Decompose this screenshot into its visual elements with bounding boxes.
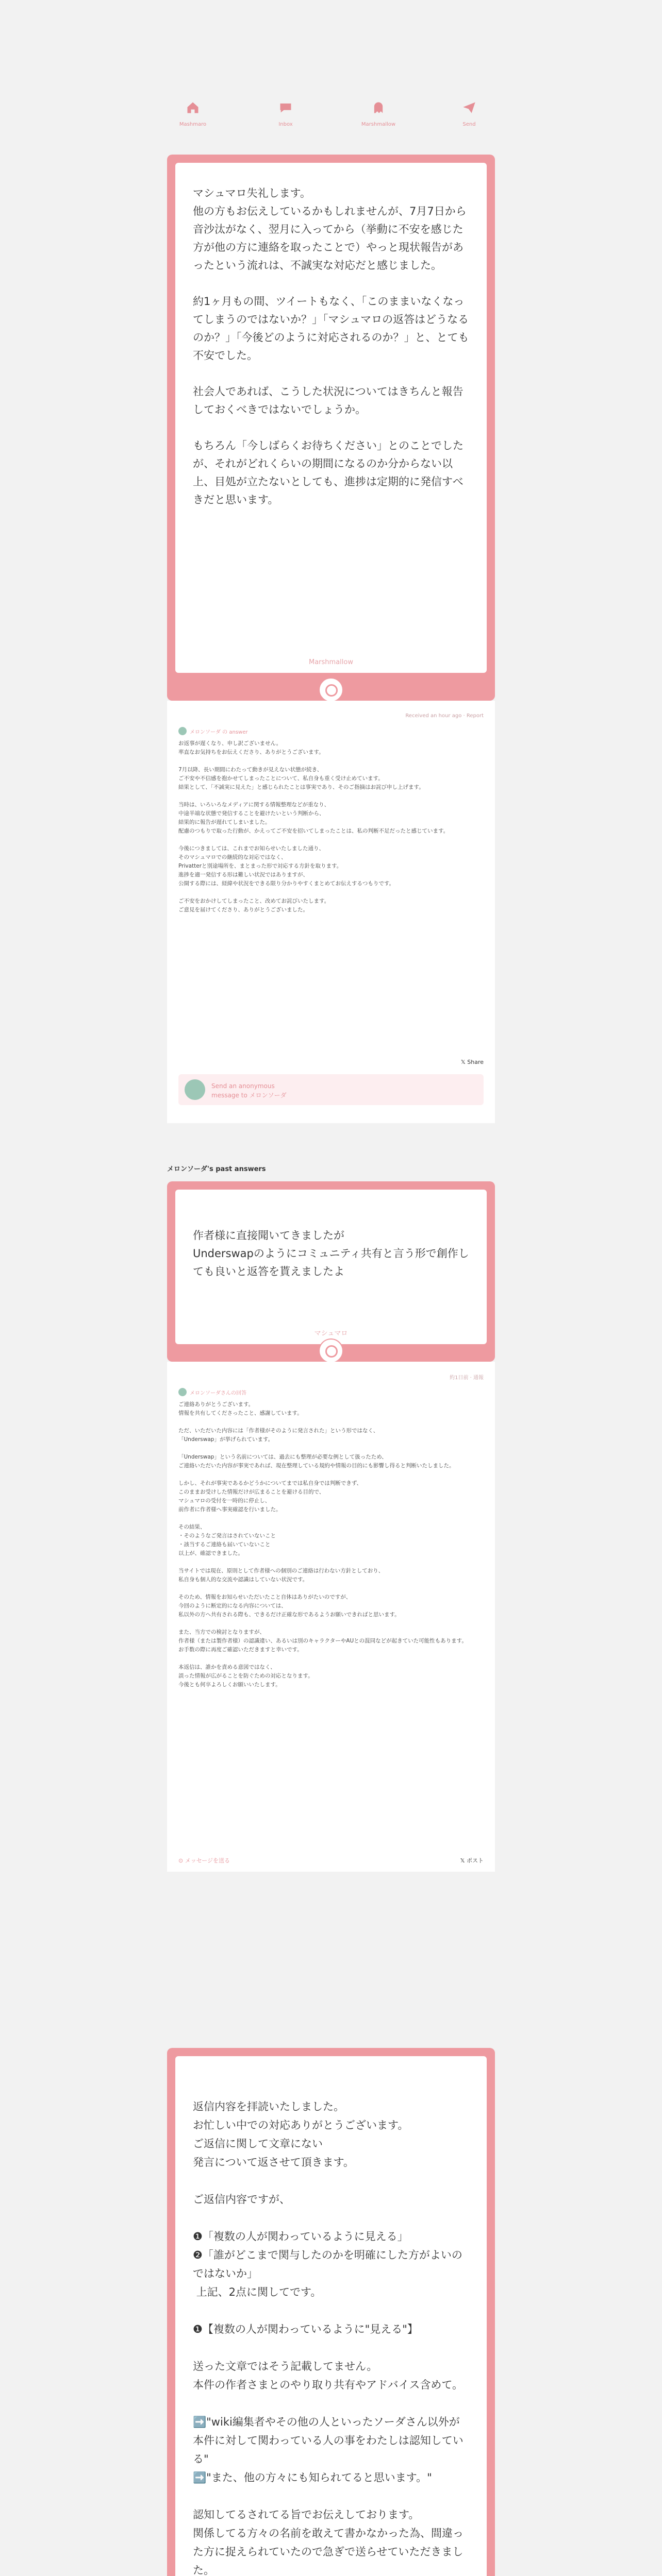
nav-label: Send [462,122,476,127]
marshmallow-logo-icon [319,677,343,702]
main-message-card [167,155,495,701]
send-message-link[interactable]: ⊙ メッセージを送る [178,1857,230,1864]
nav-label: Marshmallow [361,122,396,127]
answer-meta: Received an hour ago · Report [405,713,484,719]
past-answers-title: メロンソーダ's past answers [167,1165,266,1173]
home-icon [186,100,200,115]
nav-item-home[interactable] [167,100,219,128]
past-message-text: 作者様に直接聞いてきましたが Underswapのようにコミュニティ共有と言う形で創作しても良いと返答を貰えましたよ [193,1229,469,1278]
answer-author: メロンソーダさんの回答 [167,1388,495,1396]
answer-author: メロンソーダ の answer [167,727,495,735]
avatar [178,727,187,735]
main-answer [167,701,495,1123]
past-message-card[interactable] [167,1181,495,1362]
top-nav [167,100,495,131]
nav-item-marshmallow[interactable] [353,100,404,128]
avatar [178,1388,187,1396]
answer-body: お返事が遅くなり、申し訳ございません。 率直なお気持ちをお伝えくださり、ありがとうございます。 7月以降、長い期間にわたって動きが見えない状態が続き、 ご不安や不信感を抱かせてしまったことについて、私自身も重く受け止めています。 結果として、「不誠実に見えた」と感じられたことは事実であり、そのご指摘はお詫び申し上げます。 当時は、いろいろなメディアに関する情報整理などが重なり、 中途半端な状態で発信することを避けたいという判断から、 結果的に報告が遅れてしまいました。 配慮のつもりで取った行動が、かえってご不安を招いてしまったことは、私の判断不足だったと感じています。 今後につきましては、これまでお知らせいたしました通り、 そのマシュマロでの継続的な対応ではなく、 Privatterと別途場所を、まとまった形で対応する方針を取ります。 進捗を適一発信する形は難しい状況ではありますが、 公開する際には、経緯や状況をできる限り分かりやすくまとめてお伝えするつもりです。 ご不安をおかけしてしまったこと、改めてお詫びいたします。 ご意見を届けてくださり、ありがとうございました。 [178,740,449,913]
brand-label: マシュマロ [314,1330,348,1337]
nav-item-inbox[interactable] [260,100,311,128]
chat-icon [278,100,293,115]
nav-item-send[interactable] [443,100,495,128]
long-message-card [167,2048,495,2576]
send-message-button[interactable]: Send an anonymous message to メロンソーダ [178,1074,484,1105]
share-button[interactable]: 𝕏 ポスト [460,1857,484,1864]
marshmallow-logo-icon [319,1338,343,1363]
long-message-text: 返信内容を拝読いたしました。 お忙しい中での対応ありがとうございます。 ご返信に関して文章にない 発言について返させて頂きます。 ご返信内容ですが、 ❶「複数の人が関わっているように見える」 ❷「誰がどこまで関与したのかを明確にした方がよいのではないか」 上記、2点に関してです。 ❶【複数の人が関わっているように"見える"】 送った文章ではそう記載してません。 本件の作者さまとのやり取り共有やアドバイス含めて。 ➡️"wiki編集者やその他の人といったソーダさん以外が本件に対して関わっている人の事をわたしは認知している" ➡️"また、他の方々にも知られてると思います。" 認知してるされてる旨でお伝えしております。 関係してる方々の名前を敢えて書かなかった為、間違った方に捉えられていたので急ぎで送らせていただきました。 [193,2100,464,2576]
ghost-icon [371,100,386,115]
nav-label: Mashmaro [179,122,207,127]
answer-meta: 約1日前 · 通報 [450,1375,484,1381]
paper-plane-icon [462,100,476,115]
past-answer [167,1362,495,1872]
share-button[interactable]: 𝕏 Share [460,1059,484,1065]
avatar [185,1079,205,1100]
nav-label: Inbox [278,122,293,127]
main-message-text: マシュマロ失礼します。 他の方もお伝えしているかもしれませんが、7月7日から音沙汰がなく、翌月に入ってから（挙動に不安を感じた方が他の方に連絡を取ったことで）やっと現状報告があったという流れは、不誠実な対応だと感じました。 約1ヶ月もの間、ツイートもなく、「このままいなくなってしまうのではないか？」「マシュマロの返答はどうなるのか？」「今後どのように対応されるのか？」と、とても不安でした。 社会人であれば、こうした状況についてはきちんと報告しておくべきではないでしょうか。 もちろん「今しばらくお待ちください」とのことでしたが、それがどれくらいの期間になるのか分からない以上、目処が立たないとしても、進捗は定期的に発信すべきだと思います。 [193,187,469,506]
answer-body: ご連絡ありがとうございます。 情報を共有してくださったこと、感謝しています。 ただ、いただいた内容には「作者様がそのように発言された」という形ではなく、 「Underswap」が挙げられています。 「Underswap」という名前については、過去にも整理が必要な例として扱ったため、 ご連絡いただいた内容が事実であれば、現在整理している規約や情報の目的にも影響し得ると判断いたしました。 しかし、それが事実であるかどうかについてまでは私自身では判断できず、 このままお受けした情報だけが広まることを避ける目的で、 マシュマロの受付を一時的に停止し、 前作者に作者様へ事実確認を行いました。 その結果、 ・そのようなご発言はされていないこと ・該当するご連絡も届いていないこと 以上が、確認できました。 当サイトでは現在、原則として作者様への個別のご連絡は行わない方針としており、 私自身も個人的な交流や認識はしていない状況です。 そのため、情報をお知らせいただいたこと自体はありがたいのですが、 今回のように断定的になる内容については、 私以外の方へ共有される際も、できるだけ正確な形であるようお願いできればと思います。 また、当方での検討となりますが、 作者様（または製作者様）の認識違い、あるいは別のキャラクターやAUとの混同などが起きていた可能性もあります。 お手数の際に再度ご確認いただきますと幸いです。 本返信は、誰かを責める意図ではなく、 誤った情報が広がることを防ぐための対応となります。 今後とも何卒よろしくお願いいたします。 [178,1401,467,1688]
brand-label: Marshmallow [309,658,353,666]
